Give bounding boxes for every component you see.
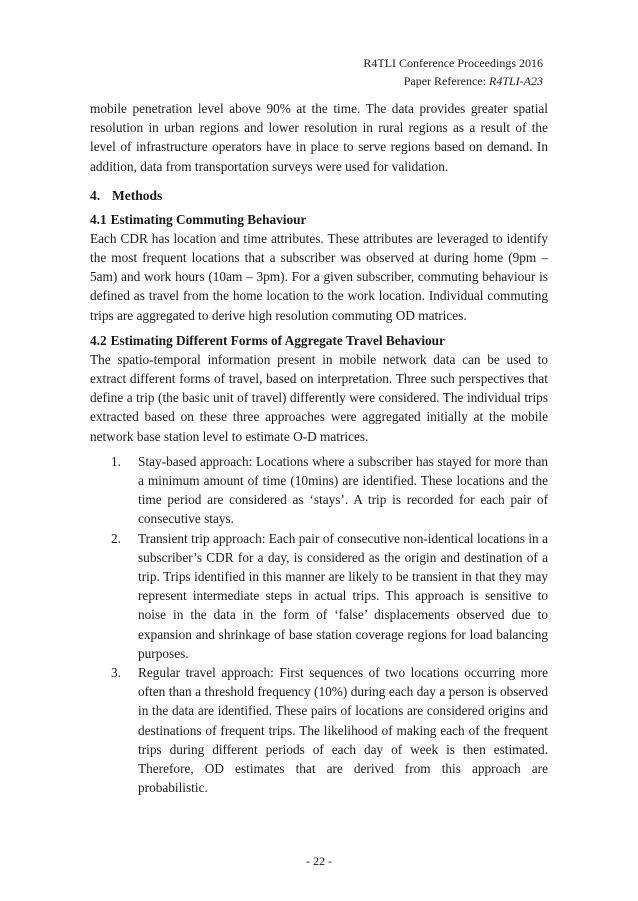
paper-reference — [363, 72, 543, 90]
subsection-number: 4.2 — [90, 332, 107, 348]
section-title: Methods — [112, 187, 163, 203]
list-marker: 1. — [111, 453, 121, 469]
intro-paragraph: mobile penetration level above 90% at the time. The data provides greater spatial resolution in urban regions and lower resolution in rural regions as a result of the level of infrastructure operators have in place to serve regions based on demand. In addition, data from transportation surveys were used for validation. — [90, 101, 548, 174]
list-marker: 2. — [111, 530, 121, 546]
subsection-title: Estimating Commuting Behaviour — [110, 211, 307, 227]
list-item-text: Transient trip approach: Each pair of consecutive non-identical locations in a subscriber’s CDR for a day, is considered as the origin and destination of a trip. Trips identified in this manner are likely to be transient in that they may represent intermediate steps in actual trips. This approach is sensitive to noise in the data in the form of ‘false’ displacements observed due to expansion and shrinkage of base station coverage regions for load balancing purposes. — [138, 530, 548, 661]
conference-title: R4TLI Conference Proceedings 2016 — [363, 56, 543, 70]
list-marker: 3. — [111, 665, 121, 681]
subsection-heading-4-2 — [90, 331, 548, 350]
approach-list — [90, 452, 548, 798]
list-item — [90, 452, 548, 529]
page-number: - 22 - — [306, 854, 332, 868]
subsection-paragraph-4-1: Each CDR has location and time attributes. These attributes are leveraged to identify the most frequent locations that a subscriber was observed at during home (9pm – 5am) and work hours (10am – 3pm). For a given subscriber, commuting behaviour is defined as travel from the home location to the work location. Individual commuting trips are aggregated to derive high resolution commuting OD matrices. — [90, 230, 548, 323]
list-item-text: Regular travel approach: First sequences of two locations occurring more often than a threshold frequency (10%) during each day a person is observed in the data are identified. These pairs of locations are considered origins and destinations of frequent trips. The likelihood of making each of the frequent trips during different periods of each day of week is then estimated. Therefore, OD estimates that are derived from this approach are probabilistic. — [138, 665, 548, 796]
running-header — [363, 54, 543, 90]
subsection-title: Estimating Different Forms of Aggregate Travel Behaviour — [110, 332, 445, 348]
section-heading-methods — [90, 186, 548, 205]
list-item-text: Stay-based approach: Locations where a subscriber has stayed for more than a minimum amount of time (10mins) are identified. These locations and the time period are considered as ‘stays’. A trip is recorded for each pair of consecutive stays. — [138, 453, 548, 527]
subsection-heading-4-1 — [90, 210, 548, 229]
paper-reference-label: Paper Reference: — [403, 74, 489, 88]
subsection-paragraph-4-2: The spatio-temporal information present in mobile network data can be used to extract different forms of travel, based on interpretation. Three such perspectives that define a trip (the basic unit of travel) differently were considered. The individual trips extracted based on these three approaches were aggregated initially at the mobile network base station level to estimate O-D matrices. — [90, 351, 548, 444]
section-number: 4. — [90, 187, 101, 203]
list-item — [90, 529, 548, 663]
subsection-number: 4.1 — [90, 211, 107, 227]
body-text — [90, 99, 548, 798]
list-item — [90, 663, 548, 797]
paper-reference-value: R4TLI-A23 — [489, 74, 543, 88]
